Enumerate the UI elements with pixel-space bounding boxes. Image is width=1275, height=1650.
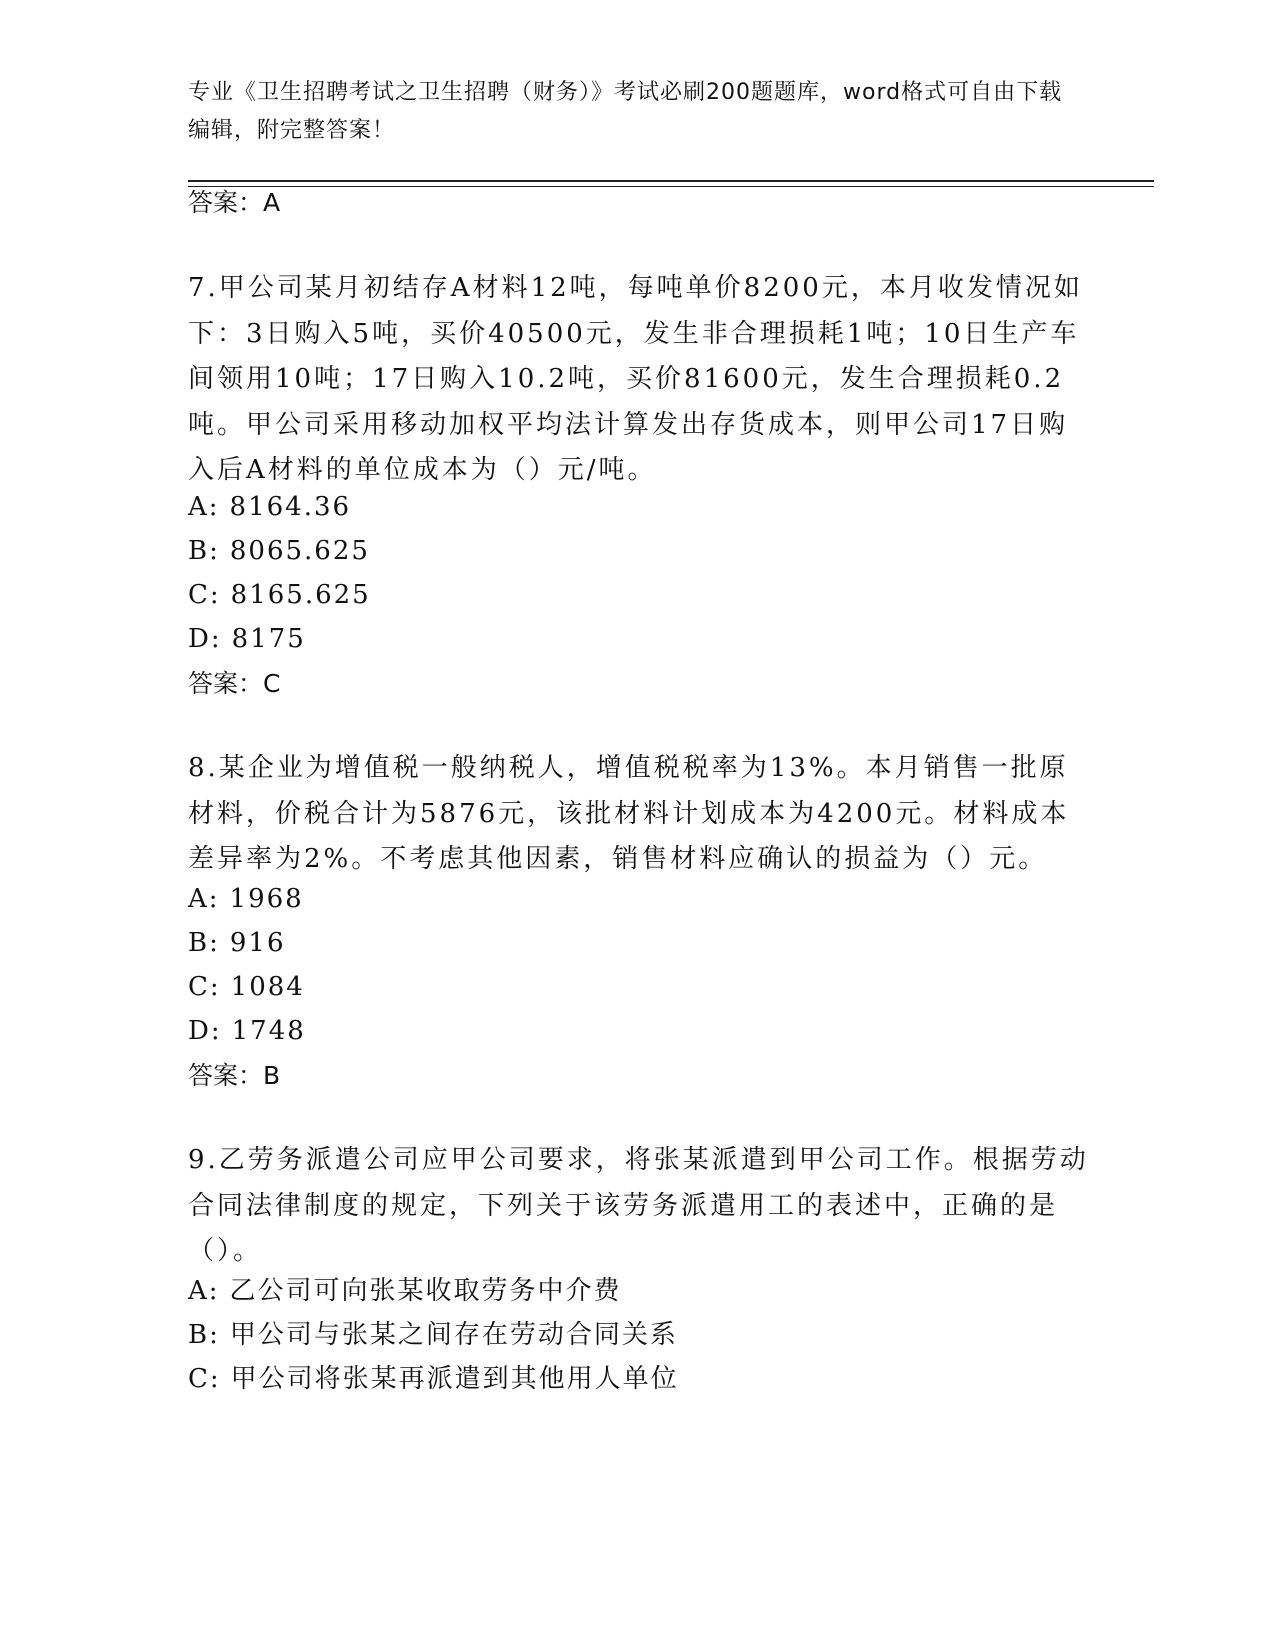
question-7-option-b: B: 8065.625: [188, 536, 370, 566]
answer-previous: 答案：A: [188, 188, 281, 217]
header-divider-thin: [188, 186, 1154, 187]
header-divider: [188, 180, 1154, 182]
question-8-text: 8.某企业为增值税一般纳税人，增值税税率为13%。本月销售一批原材料，价税合计为5876元，该批材料计划成本为4200元。材料成本差异率为2%。不考虑其他因素，销售材料应确认的损益为（）元。: [188, 753, 1070, 874]
question-9-option-c: C: 甲公司将张某再派遣到其他用人单位: [188, 1364, 679, 1394]
question-9-option-a: A: 乙公司可向张某收取劳务中介费: [188, 1276, 622, 1306]
question-9-text: 9.乙劳务派遣公司应甲公司要求，将张某派遣到甲公司工作。根据劳动合同法律制度的规定，下列关于该劳务派遣用工的表述中，正确的是（）。: [188, 1145, 1089, 1266]
question-8-option-c: C: 1084: [188, 972, 305, 1002]
question-7-answer: 答案：C: [188, 669, 281, 698]
question-7-option-a: A: 8164.36: [188, 492, 352, 522]
question-8-option-a: A: 1968: [188, 884, 304, 914]
question-7-option-c: C: 8165.625: [188, 580, 371, 610]
question-7-option-d: D: 8175: [188, 624, 306, 654]
question-8-option-b: B: 916: [188, 928, 286, 958]
question-8-answer: 答案：B: [188, 1061, 281, 1090]
question-9-option-b: B: 甲公司与张某之间存在劳动合同关系: [188, 1320, 678, 1350]
question-8-option-d: D: 1748: [188, 1016, 306, 1046]
document-header: 专业《卫生招聘考试之卫生招聘（财务）》考试必刷200题题库，word格式可自由下载编辑，附完整答案！: [188, 80, 1063, 143]
question-7-text: 7.甲公司某月初结存A材料12吨，每吨单价8200元，本月收发情况如下：3日购入5吨，买价40500元，发生非合理损耗1吨；10日生产车间领用10吨；17日购入10.2吨，买价81600元，发生合理损耗0.2吨。甲公司采用移动加权平均法计算发出存货成本，则甲公司17日购入后A材料的单位成本为（）元/吨。: [188, 273, 1083, 485]
